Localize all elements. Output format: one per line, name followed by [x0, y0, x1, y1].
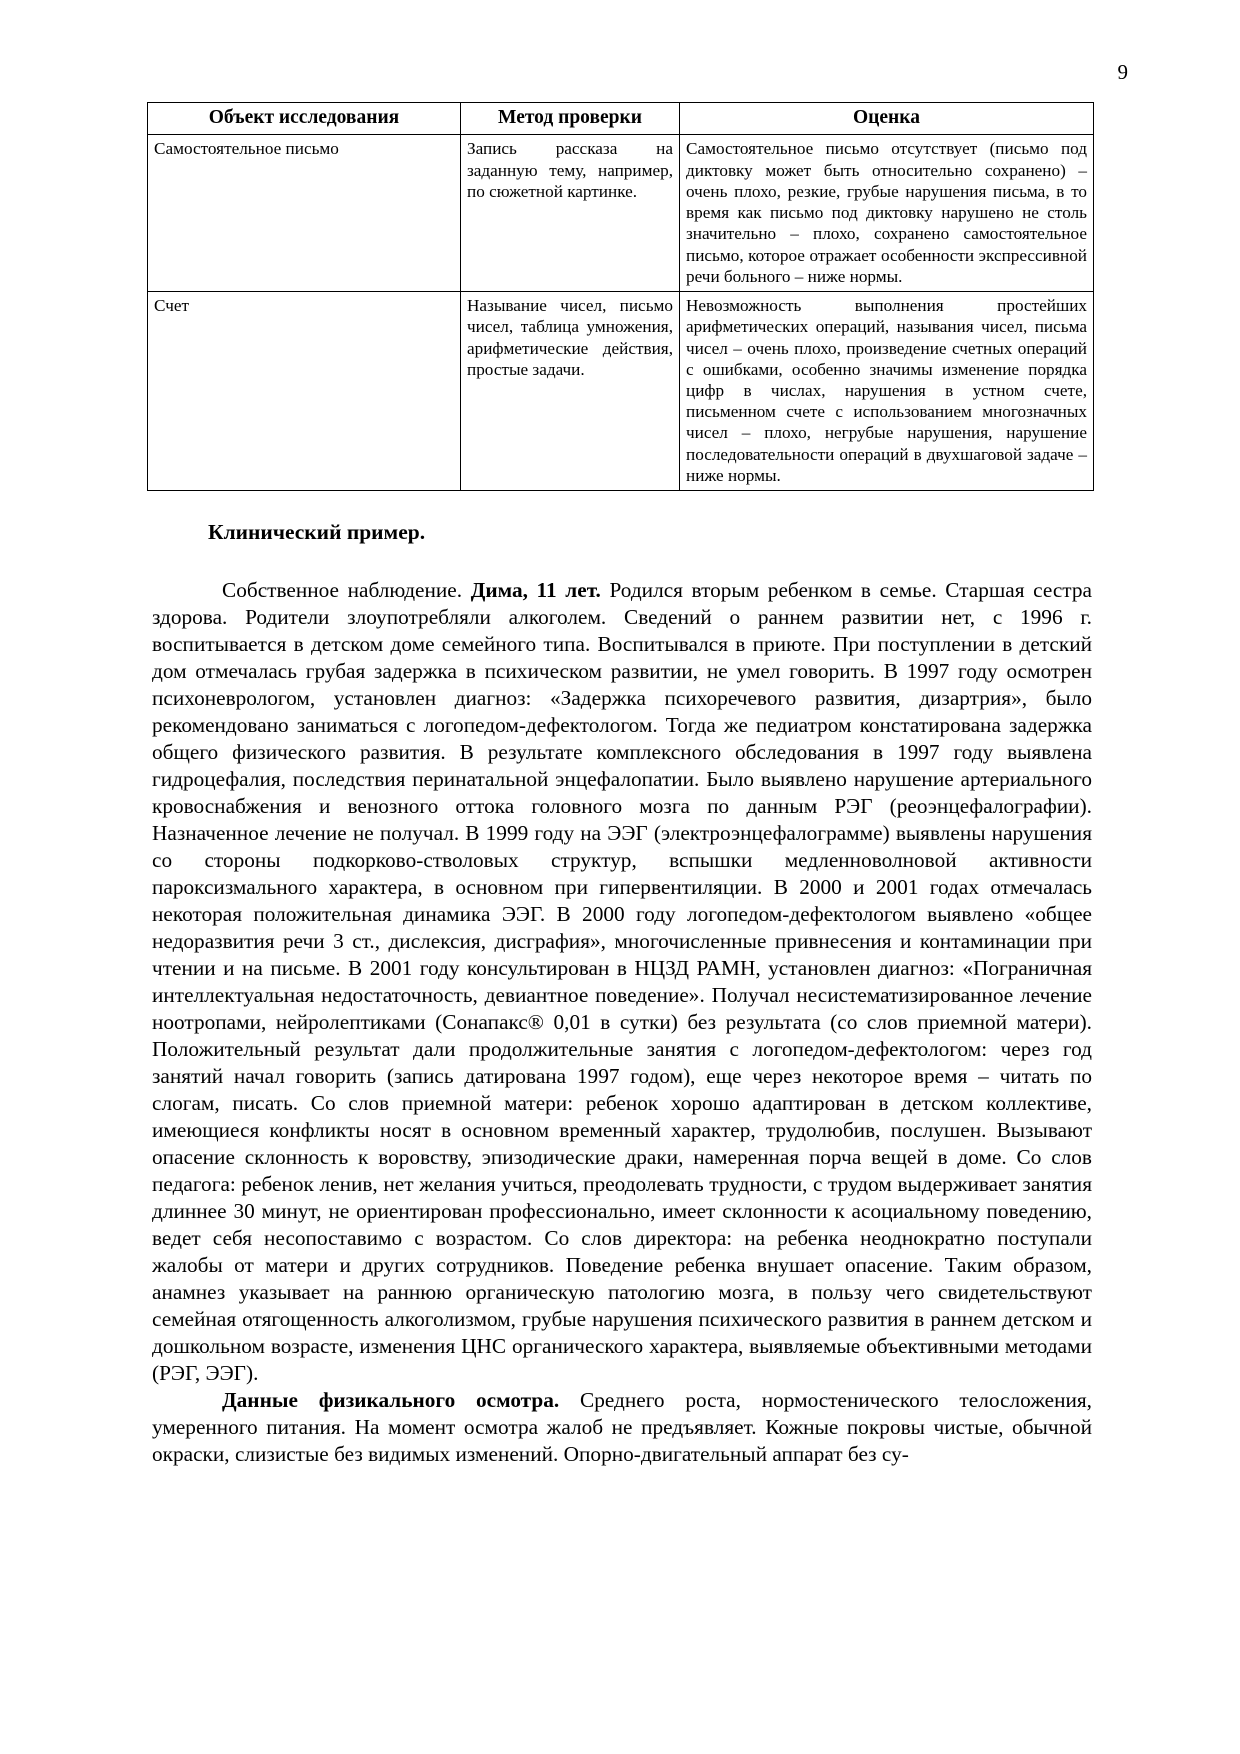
paragraph-lead: Собственное наблюдение.: [222, 577, 471, 602]
assessment-table: [147, 102, 1094, 491]
cell-object: Самостоятельное письмо: [148, 135, 461, 292]
cell-rating: Невозможность выполнения простейших арифметических операций, называния чисел, письма чисел – очень плохо, произведение счетных операций с ошибками, особенно значимы изменение порядка цифр в числах, нарушения в устном счете, письменном счете с использованием многозначных чисел – плохо, негрубые нарушения, нарушение последовательности операций в двухшаговой задаче – ниже нормы.: [680, 292, 1094, 491]
body-content: [152, 520, 1092, 1468]
column-header-object: Объект исследования: [148, 103, 461, 135]
table-row: [148, 292, 1094, 491]
table-header-row: [148, 103, 1094, 135]
section-heading: Клинический пример.: [208, 520, 426, 544]
paragraph-clinical-case: [152, 577, 1092, 1387]
cell-object: Счет: [148, 292, 461, 491]
cell-method: Запись рассказа на заданную тему, например, по сюжетной картинке.: [461, 135, 680, 292]
physical-exam-text: Среднего роста, нормостенического телосложения, умеренного питания. На момент осмотра жалоб не предъявляет. Кожные покровы чистые, обычной окраски, слизистые без видимых изменений. Опорно-двигательный аппарат без су-: [152, 1387, 1093, 1466]
column-header-rating: Оценка: [680, 103, 1094, 135]
paragraph-physical-exam: [152, 1387, 1092, 1468]
physical-exam-lead: Данные физикального осмотра.: [222, 1387, 560, 1412]
column-header-method: Метод проверки: [461, 103, 680, 135]
paragraph-body-text: Родился вторым ребенком в семье. Старшая сестра здорова. Родители злоупотребляли алкоголем. Сведений о раннем развитии нет, с 1996 г. воспитывается в детском доме семейного типа. Воспитывался в приюте. При поступлении в детский дом отмечалась грубая задержка в психическом развитии, не умел говорить. В 1997 году осмотрен психоневрологом, установлен диагноз: «Задержка психоречевого развития, дизартрия», было рекомендовано заниматься с логопедом-дефектологом. Тогда же педиатром констатирована задержка общего физического развития. В результате комплексного обследования в 1997 году выявлена гидроцефалия, последствия перинатальной энцефалопатии. Было выявлено нарушение артериального кровоснабжения и венозного оттока головного мозга по данным РЭГ (реоэнцефалографии). Назначенное лечение не получал. В 1999 году на ЭЭГ (электроэнцефалограмме) выявлены нарушения со стороны подкорково-стволовых структур, вспышки медленноволновой активности пароксизмального характера, в основном при гипервентиляции. В 2000 и 2001 годах отмечалась некоторая положительная динамика ЭЭГ. В 2000 году логопедом-дефектологом выявлено «общее недоразвития речи 3 ст., дислексия, дисграфия», многочисленные привнесения и контаминации при чтении и на письме. В 2001 году консультирован в НЦЗД РАМН, установлен диагноз: «Пограничная интеллектуальная недостаточность, девиантное поведение». Получал несистематизированное лечение ноотропами, нейролептиками (Сонапакс® 0,01 в сутки) без результата (со слов приемной матери). Положительный результат дали продолжительные занятия с логопедом-дефектологом: через год занятий начал говорить (запись датирована 1997 годом), еще через некоторое время – читать по слогам, писать. Со слов приемной матери: ребенок хорошо адаптирован в детском коллективе, имеющиеся конфликты носят в основном временный характер, трудолюбив, послушен. Вызывают опасение склонность к воровству, эпизодические драки, намеренная порча вещей в доме. Со слов педагога: ребенок ленив, нет желания учиться, преодолевать трудности, с трудом выдерживает занятия длиннее 30 минут, не ориентирован профессионально, имеет склонности к асоциальному поведению, ведет себя несопоставимо с возрастом. Со слов директора: на ребенка неоднократно поступали жалобы от матери и других сотрудников. Поведение ребенка внушает опасение. Таким образом, анамнез указывает на раннюю органическую патологию мозга, в пользу чего свидетельствуют семейная отягощенность алкоголизмом, грубые нарушения психического развития в раннем детском и дошкольном возрасте, изменения ЦНС органического характера, выявляемые объективными методами (РЭГ, ЭЭГ).: [152, 577, 1092, 1385]
patient-name-age: Дима, 11 лет.: [470, 577, 601, 602]
cell-rating: Самостоятельное письмо отсутствует (письмо под диктовку может быть относительно сохранено) – очень плохо, резкие, грубые нарушения письма, в то время как письмо под диктовку нарушено не столь значительно – плохо, сохранено самостоятельное письмо, которое отражает особенности экспрессивной речи больного – ниже нормы.: [680, 135, 1094, 292]
table-row: [148, 135, 1094, 292]
page-number: 9: [1117, 60, 1128, 84]
cell-method: Называние чисел, письмо чисел, таблица умножения, арифметические действия, простые задачи.: [461, 292, 680, 491]
